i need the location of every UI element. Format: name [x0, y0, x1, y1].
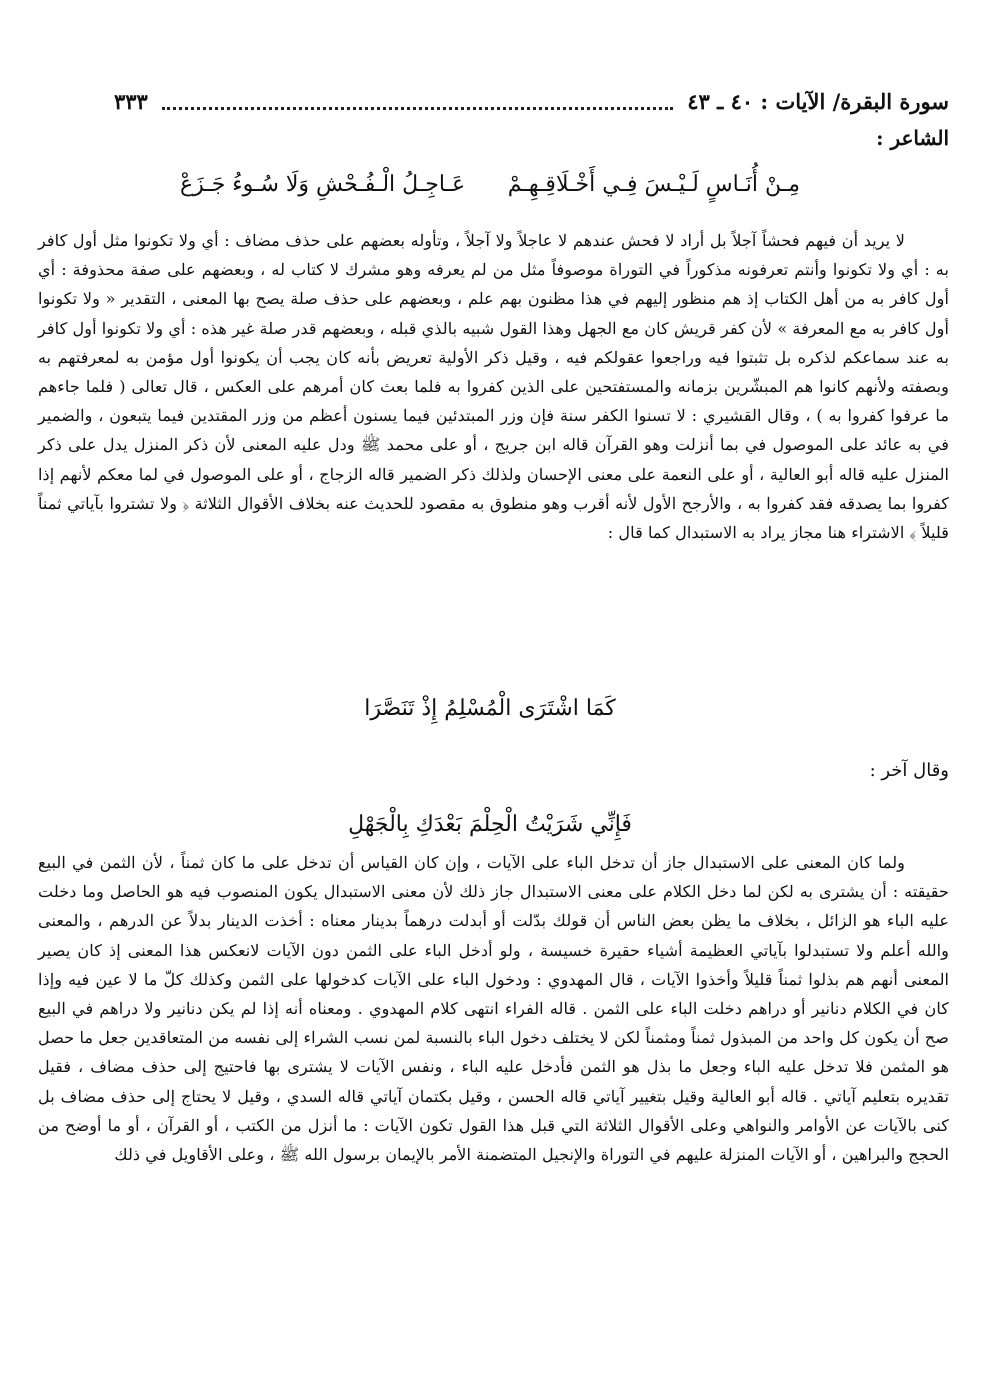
verse-left-hemistich: عَـاجِـلُ الْـفُـحْشِ وَلَا سُـوءُ جَـزَعْ	[180, 172, 466, 197]
running-title: سورة البقرة/ الآيات : ٤٠ ـ ٤٣	[687, 88, 949, 114]
page-header	[114, 84, 949, 118]
poem-verse-2	[300, 696, 680, 721]
poet-label: الشاعر :	[876, 126, 949, 150]
paragraph-commentary-1	[38, 226, 949, 547]
header-dot-leader	[162, 93, 673, 110]
poem-verse-3	[300, 812, 680, 837]
another-poet-label: وقال آخر :	[869, 760, 949, 781]
verse-text: فَإِنِّي شَرَيْتُ الْحِلْمَ بَعْدَكِ بِالْجَهْلِ	[348, 812, 632, 837]
poem-verse-1	[180, 172, 800, 197]
paragraph-commentary-2	[38, 848, 949, 1169]
paragraph-text: لا يريد أن فيهم فحشاً آجلاً بل أراد لا فحش عندهم لا عاجلاً ولا آجلاً ، وتأوله بعضهم على حذف مضاف : أي ولا تكونوا مثل أول كافر به : أي ولا تكونوا وأنتم تعرفونه مذكوراً في التوراة موصوفاً مثل من لم يعرفه وهو مشرك لا كتاب له ، وبعضهم على صفة محذوفة : أي أول كافر به من أهل الكتاب إذ هم منظور إليهم في هذا مظنون بهم علم ، وبعضهم على حذف صلة يصح بها المعنى ، التقدير « ولا تكونوا أول كافر به مع المعرفة » لأن كفر قريش كان مع الجهل وهذا القول شبيه بالذي قبله ، وبعضهم قدر صلة غير هذه : أي ولا تكونوا أول كافر به عند سماعكم لذكره بل تثبتوا فيه وراجعوا عقولكم فيه ، وقيل ذكر الأولية تعريض بأنه كان يجب أن يكونوا أول مؤمن به لمعرفتهم به وبصفته ولأنهم كانوا هم المبشّرين بزمانه والمستفتحين على الذين كفروا به فلما بعث كان أمرهم على العكس ، قال تعالى ( فلما جاءهم ما عرفوا كفروا به ) ، وقال القشيري : لا تسنوا الكفر سنة فإن وزر المبتدئين فيما يسنون أعظم من وزر المقتدين فيما يتبعون ، والضمير في به عائد على الموصول في بما أنزلت وهو القرآن قاله ابن جريج ، أو على محمد ﷺ ودل عليه المعنى لأن ذكر المنزل يدل على ذكر المنزل عليه قاله أبو العالية ، أو على النعمة على معنى الإحسان ولذلك ذكر الضمير قاله الزجاج ، أو على الموصول في لما معكم لأنهم إذا كفروا بما يصدقه فقد كفروا به ، والأرجح الأول لأنه أقرب وهو منطوق به مقصود للحديث عنه بخلاف الأقوال الثلاثة ﴿ ولا تشتروا بآياتي ثمناً قليلاً ﴾ الاشتراء هنا مجاز يراد به الاستبدال كما قال :	[38, 231, 949, 543]
verse-right-hemistich: مِـنْ أُنَـاسٍ لَـيْـسَ فِـي أَخْـلَاقِـهِـمْ	[507, 172, 800, 197]
verse-text: كَمَا اشْتَرَى الْمُسْلِمُ إِذْ تَنَصَّرَا	[364, 696, 616, 721]
page-number: ٣٣٣	[114, 88, 148, 114]
paragraph-text: ولما كان المعنى على الاستبدال جاز أن تدخل الباء على الآيات ، وإن كان القياس أن تدخل على ما كان ثمناً ، لأن الثمن في البيع حقيقته : أن يشترى به لكن لما دخل الكلام على معنى الاستبدال جاز ذلك لأن معنى الاستبدال يكون المنصوب فيه هو الحاصل وما دخلت عليه الباء هو الزائل ، بخلاف ما يظن بعض الناس أن قولك بدّلت أو أبدلت درهماً بدينار معناه : أخذت الدينار بدلاً عن الدرهم ، والمعنى والله أعلم ولا تستبدلوا بآياتي العظيمة أشياء حقيرة خسيسة ، ولو أدخل الباء على الثمن دون الآيات لانعكس هذا المعنى إذ كان يصير المعنى أنهم هم بذلوا ثمناً قليلاً وأخذوا الآيات ، قال المهدوي : ودخول الباء على الآيات كدخولها على الثمن وكذلك كلّ ما لا عين فيه وإذا كان في الكلام دنانير أو دراهم دخلت الباء على الثمن . قاله الفراء انتهى كلام المهدوي . ومعناه أنه إذا لم يكن دنانير ولا دراهم في البيع صح أن يكون كل واحد من المبذول ثمناً ومثمناً لكن لا يختلف دخول الباء بالنسبة لمن نسب الشراء إلى نفسه من المتعاقدين جعل ما حصل هو المثمن فلا تدخل عليه الباء وجعل ما بذل هو الثمن فأدخل عليه الباء ، ونفس الآيات لا يشترى بها فاحتيج إلى حذف مضاف ، فقيل تقديره بتعليم آياتي . قاله أبو العالية وقيل بتغيير آياتي قاله الحسن ، وقيل بكتمان آياتي قاله السدي ، وقيل لا يحتاج إلى حذف مضاف بل كنى بالآيات عن الأوامر والنواهي وعلى الأقوال الثلاثة التي قبل هذا القول تكون الآيات : ما أنزل من الكتب ، أو القرآن ، أو ما أوضح من الحجج والبراهين ، أو الآيات المنزلة عليهم في التوراة والإنجيل المتضمنة الأمر بالإيمان برسول الله ﷺ ، وعلى الأقاويل في ذلك	[38, 853, 949, 1165]
